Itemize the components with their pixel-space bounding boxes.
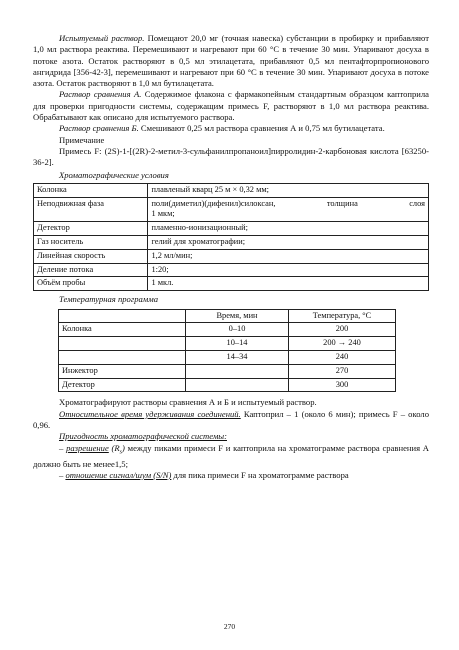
paragraph-chromatograph: Хроматографируют растворы сравнения А и Б и испытуемый раствор.: [59, 397, 317, 408]
conditions-caption: Хроматографические условия: [59, 169, 169, 180]
resolution-subscript: s: [119, 449, 123, 456]
relative-retention-title: Относительное время удерживания соединений.: [59, 408, 241, 419]
condition-value: 1 мкл.: [148, 277, 429, 291]
table-row: [34, 277, 429, 291]
table-cell: 14–34: [186, 350, 289, 364]
condition-value: пламенно-ионизационный;: [148, 222, 429, 236]
condition-label: Деление потока: [34, 263, 148, 277]
table-row: [34, 249, 429, 263]
table-cell: [59, 337, 186, 351]
condition-value: плавленый кварц 25 м × 0,32 мм;: [148, 183, 429, 197]
relative-retention-text: Каптоприл – 1 (около 6 мин); примесь F – около 0,96.: [33, 408, 429, 430]
table-cell: 270: [289, 364, 396, 378]
table-row: [59, 364, 396, 378]
system-suitability-heading: Пригодность хроматографической системы:: [59, 431, 227, 442]
table-cell: 240: [289, 350, 396, 364]
table-row: [34, 197, 429, 222]
table-row: [59, 350, 396, 364]
condition-label: Колонка: [34, 183, 148, 197]
table-header-row: [59, 309, 396, 323]
sn-text: для пика примеси F на хроматограмме раствора: [171, 469, 349, 480]
condition-value: гелий для хроматографии;: [148, 236, 429, 250]
reference-b-title: Раствор сравнения Б.: [59, 123, 139, 134]
table-cell: Детектор: [59, 378, 186, 392]
table-cell: 300: [289, 378, 396, 392]
temperature-program-table: [58, 309, 396, 393]
chromatographic-conditions-table: [33, 183, 429, 291]
header-cell: [59, 309, 186, 323]
table-cell: Инжектор: [59, 364, 186, 378]
test-solution-title: Испытуемый раствор.: [59, 33, 145, 43]
condition-value: 1,2 мл/мин;: [148, 249, 429, 263]
note-text: Примесь F: (2S)-1-[(2R)-2-метил-3-сульфанилпропаноил]пирролидин-2-карбоновая кислота [63250-36-2].: [33, 145, 429, 168]
table-cell: Колонка: [59, 323, 186, 337]
paragraph-relative-retention: [33, 409, 429, 432]
resolution-dash: –: [59, 442, 67, 453]
table-row: [59, 378, 396, 392]
condition-label: Детектор: [34, 222, 148, 236]
paragraph-resolution: [33, 443, 429, 470]
table-row: [59, 323, 396, 337]
condition-value-cell: [148, 197, 429, 222]
table-row: [34, 263, 429, 277]
table-row: [34, 236, 429, 250]
condition-label: Объём пробы: [34, 277, 148, 291]
table-cell: 10–14: [186, 337, 289, 351]
note-heading: Примечание: [59, 134, 105, 145]
condition-label: Линейная скорость: [34, 249, 148, 263]
sn-dash: –: [59, 469, 66, 480]
header-cell: Температура, °С: [289, 309, 396, 323]
test-solution-text: Помещают 20,0 мг (точная навеска) субстанции в пробирку и прибавляют 1,0 мл раствора реактива. Перемешивают и нагревают при 60 °С в течение 30 мин. Упаривают досуха в потоке азота. Остаток растворяют в 0,5 мл этилацетата, прибавляют 0,5 мл пентафторпропионового ангидрида [356-42-3], перемешивают и нагревают при 60 °С в течение 30 мин. Упаривают досуха в потоке азота. Остаток растворяют в 1,0 мл бутилацетата.: [33, 33, 429, 89]
paragraph-reference-solution-b: [33, 123, 429, 134]
header-cell: Время, мин: [186, 309, 289, 323]
condition-label: Неподвижная фаза: [34, 197, 148, 222]
page-number: 270: [223, 622, 236, 631]
table-row: [59, 337, 396, 351]
reference-a-text: Содержимое флакона с фармакопейным стандартным образцом каптоприла для проверки пригодности системы, содержащим примесь F, растворяют в 1,0 мл раствора реактива. Обрабатывают как описано для испытуемого раствора.: [33, 89, 429, 123]
paragraph-reference-solution-a: [33, 89, 429, 123]
table-row: [34, 222, 429, 236]
resolution-title: разрешение: [66, 442, 109, 453]
table-cell: [59, 350, 186, 364]
sn-title: отношение сигнал/шум (S/N): [65, 469, 172, 480]
reference-b-text: Смешивают 0,25 мл раствора сравнения А и 0,75 мл бутилацетата.: [138, 123, 385, 134]
condition-value: поли(диметил)(дифенил)силоксан, толщина слоя: [151, 198, 425, 208]
table-cell: 200: [289, 323, 396, 337]
table-cell: [186, 378, 289, 392]
condition-label: Газ носитель: [34, 236, 148, 250]
temperature-caption: Температурная программа: [59, 294, 159, 305]
resolution-symbol: (R: [108, 442, 120, 453]
table-cell: 0–10: [186, 323, 289, 337]
condition-value: 1:20;: [148, 263, 429, 277]
table-cell: [186, 364, 289, 378]
paragraph-test-solution: [33, 33, 429, 89]
resolution-symbol-close: ): [122, 442, 125, 453]
paragraph-signal-to-noise: [33, 470, 429, 481]
resolution-text: между пиками примеси F и каптоприла на хроматограмме раствора сравнения А должно быть не менее1,5;: [33, 442, 429, 469]
reference-a-title: Раствор сравнения А.: [59, 89, 142, 100]
table-row: [34, 183, 429, 197]
condition-value-continued: 1 мкм;: [151, 209, 175, 219]
table-cell: 200 → 240: [289, 337, 396, 351]
